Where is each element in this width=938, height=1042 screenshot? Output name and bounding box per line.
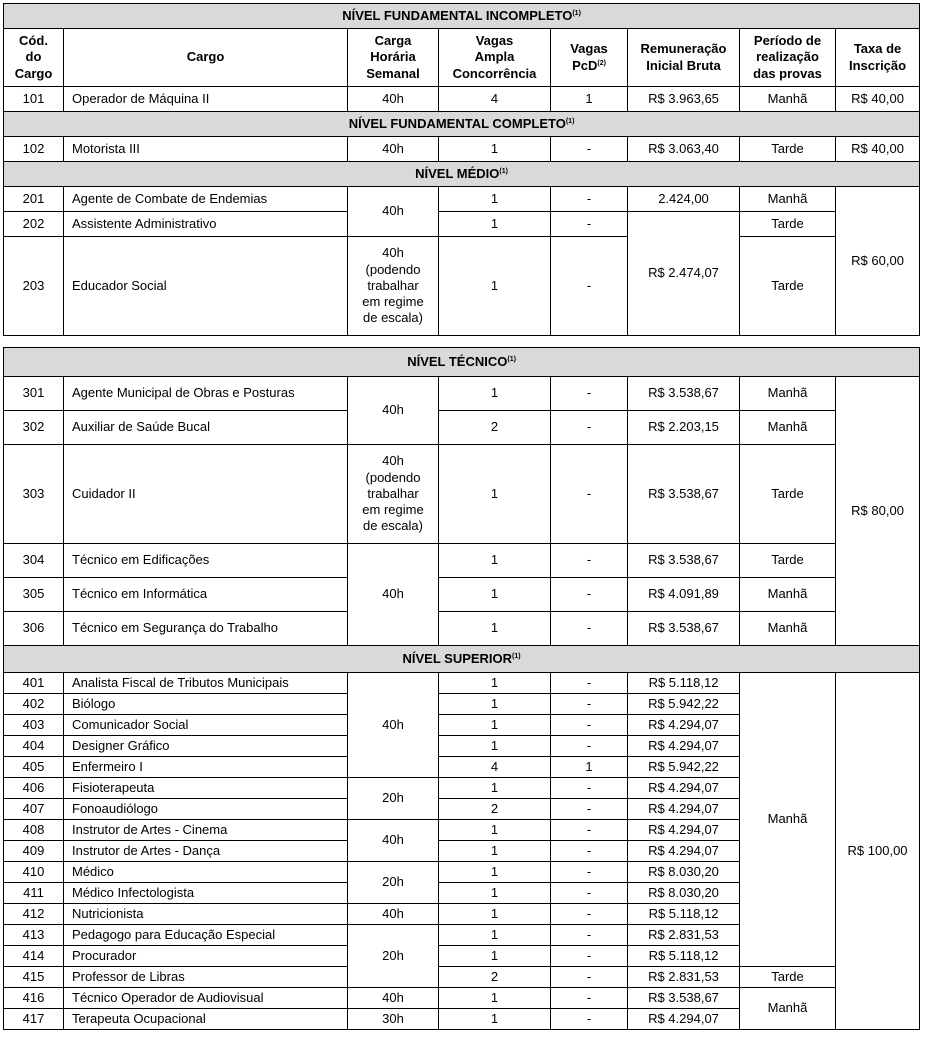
table-cell: Tarde <box>740 137 836 162</box>
table-cell: Comunicador Social <box>64 715 348 736</box>
table-cell: 414 <box>4 946 64 967</box>
table-cell: R$ 3.963,65 <box>628 87 740 112</box>
table-cell: 40h <box>348 544 439 646</box>
column-header-row <box>4 29 920 87</box>
table-cell: - <box>551 946 628 967</box>
table-cell: 306 <box>4 612 64 646</box>
table-cell: 402 <box>4 694 64 715</box>
table-cell: 1 <box>439 778 551 799</box>
table-cell: - <box>551 377 628 411</box>
header-taxa <box>836 29 920 87</box>
table-cell: - <box>551 187 628 212</box>
table-row <box>4 578 920 612</box>
table-cell <box>4 4 920 29</box>
table-cell: 40h <box>348 187 439 237</box>
table-cell: Enfermeiro I <box>64 757 348 778</box>
table-cell: Manhã <box>740 612 836 646</box>
table-cell: 417 <box>4 1009 64 1030</box>
section-header-fund-completo <box>4 112 920 137</box>
table-cell: 1 <box>439 736 551 757</box>
table-cell: Pedagogo para Educação Especial <box>64 925 348 946</box>
cell-text: Remuneração <box>640 41 727 57</box>
table-cell: Tarde <box>740 212 836 237</box>
cell-text: Vagas <box>475 33 514 49</box>
table-cell: 20h <box>348 925 439 988</box>
table-cell: 302 <box>4 411 64 445</box>
table-cell: 1 <box>439 820 551 841</box>
table-cell: - <box>551 673 628 694</box>
table-cell: Agente de Combate de Endemias <box>64 187 348 212</box>
table-cell: 1 <box>439 694 551 715</box>
table-cell: R$ 3.538,67 <box>628 988 740 1009</box>
table-cell: 1 <box>439 377 551 411</box>
table-cell: R$ 8.030,20 <box>628 883 740 904</box>
table-cell: 40h <box>348 137 439 162</box>
table-cell: Tarde <box>740 237 836 336</box>
table-cell: 303 <box>4 445 64 544</box>
table-cell: - <box>551 883 628 904</box>
section-header-fund-incompleto <box>4 4 920 29</box>
table-cell: R$ 5.118,12 <box>628 904 740 925</box>
table-cell <box>4 646 920 673</box>
table-cell: 416 <box>4 988 64 1009</box>
table-cell: 1 <box>439 925 551 946</box>
carga-escala <box>348 237 439 336</box>
cell-text: Inscrição <box>849 57 907 73</box>
table-cell: 40h <box>348 87 439 112</box>
table-cell: R$ 4.294,07 <box>628 1009 740 1030</box>
table-cell: 40h <box>348 673 439 778</box>
table-cell: - <box>551 544 628 578</box>
table-cell: 203 <box>4 237 64 336</box>
footnote-marker: (1) <box>572 9 581 17</box>
table-tecnico-superior <box>3 347 920 1030</box>
table-cell: - <box>551 904 628 925</box>
table-cell: Assistente Administrativo <box>64 212 348 237</box>
table-cell: R$ 40,00 <box>836 87 920 112</box>
table-cell: Manhã <box>740 411 836 445</box>
table-cell: - <box>551 862 628 883</box>
table-cell: - <box>551 411 628 445</box>
table-cell: R$ 8.030,20 <box>628 862 740 883</box>
table-cell: - <box>551 925 628 946</box>
table-row <box>4 137 920 162</box>
section-header-medio <box>4 162 920 187</box>
table-cell: R$ 3.538,67 <box>628 612 740 646</box>
table-cell: Tarde <box>740 445 836 544</box>
table-cell: - <box>551 694 628 715</box>
table-cell: R$ 5.942,22 <box>628 694 740 715</box>
header-periodo <box>740 29 836 87</box>
table-cell: 1 <box>439 883 551 904</box>
cell-text: Inicial Bruta <box>646 57 721 73</box>
table-cell: 1 <box>551 757 628 778</box>
table-cell: R$ 2.831,53 <box>628 967 740 988</box>
table-cell: 1 <box>439 841 551 862</box>
table-cell: - <box>551 988 628 1009</box>
table-cell: 305 <box>4 578 64 612</box>
table-cell: 1 <box>439 212 551 237</box>
table-cell: R$ 4.294,07 <box>628 778 740 799</box>
cell-text: Cargo <box>14 65 53 81</box>
table-cell: 1 <box>439 673 551 694</box>
table-cell: 202 <box>4 212 64 237</box>
footnote-marker: (2) <box>597 59 606 67</box>
header-carga <box>348 29 439 87</box>
table-cell: Motorista III <box>64 137 348 162</box>
table-cell: 409 <box>4 841 64 862</box>
table-cell: Manhã <box>740 377 836 411</box>
cell-text: 40h <box>382 245 404 261</box>
table-cell: Operador de Máquina II <box>64 87 348 112</box>
table-cell: - <box>551 841 628 862</box>
table-cell: 407 <box>4 799 64 820</box>
table-row <box>4 87 920 112</box>
table-cell: 1 <box>439 578 551 612</box>
table-cell: Médico Infectologista <box>64 883 348 904</box>
table-cell: R$ 4.091,89 <box>628 578 740 612</box>
table-cell: R$ 3.063,40 <box>628 137 740 162</box>
table-cell: 411 <box>4 883 64 904</box>
table-cell: Instrutor de Artes - Cinema <box>64 820 348 841</box>
table-cell: Designer Gráfico <box>64 736 348 757</box>
table-cell: Manhã <box>740 87 836 112</box>
table-row <box>4 237 920 336</box>
table-cell: 2 <box>439 967 551 988</box>
cell-text: (podendo <box>365 261 421 277</box>
cell-text: trabalhar <box>367 485 419 501</box>
table-cell: 1 <box>439 445 551 544</box>
table-cell <box>4 348 920 377</box>
table-cell: 404 <box>4 736 64 757</box>
table-cell: 40h <box>348 820 439 862</box>
table-cell: 1 <box>439 715 551 736</box>
table-cell: - <box>551 445 628 544</box>
table-cell: Tarde <box>740 544 836 578</box>
table-cell: - <box>551 736 628 757</box>
table-cell: 1 <box>439 1009 551 1030</box>
section-header-superior <box>4 646 920 673</box>
table-cell: Manhã <box>740 578 836 612</box>
table-cell: 403 <box>4 715 64 736</box>
footnote-marker: (1) <box>565 117 575 125</box>
cell-text: em regime <box>362 294 424 310</box>
table-cell: Técnico em Edificações <box>64 544 348 578</box>
table-cell: R$ 3.538,67 <box>628 544 740 578</box>
footnote-marker: (1) <box>512 652 521 660</box>
table-cell: R$ 5.118,12 <box>628 673 740 694</box>
table-cell: 1 <box>439 988 551 1009</box>
table-cell: 304 <box>4 544 64 578</box>
table-cell: 101 <box>4 87 64 112</box>
table-row <box>4 187 920 212</box>
table-cell: R$ 3.538,67 <box>628 445 740 544</box>
table-cell: R$ 100,00 <box>836 673 920 1030</box>
table-cell: Terapeuta Ocupacional <box>64 1009 348 1030</box>
cell-text: trabalhar <box>367 277 419 293</box>
section-header-tecnico <box>4 348 920 377</box>
table-cell: R$ 5.942,22 <box>628 757 740 778</box>
table-cell: 413 <box>4 925 64 946</box>
table-cell: 20h <box>348 862 439 904</box>
table-cell: 2 <box>439 799 551 820</box>
table-cell: R$ 4.294,07 <box>628 820 740 841</box>
cell-text: Cód. <box>19 33 48 49</box>
table-cell: R$ 60,00 <box>836 187 920 336</box>
table-row <box>4 612 920 646</box>
table-cell: R$ 3.538,67 <box>628 377 740 411</box>
table-cell: 2.424,00 <box>628 187 740 212</box>
footnote-marker: (1) <box>507 355 516 363</box>
table-cell: Nutricionista <box>64 904 348 925</box>
table-row <box>4 544 920 578</box>
table-cell: Fonoaudiólogo <box>64 799 348 820</box>
table-cell: 4 <box>439 757 551 778</box>
table-cell: 405 <box>4 757 64 778</box>
table-cell: 401 <box>4 673 64 694</box>
table-row <box>4 673 920 694</box>
table-cell: - <box>551 578 628 612</box>
table-cell: Auxiliar de Saúde Bucal <box>64 411 348 445</box>
table-cell: R$ 80,00 <box>836 377 920 646</box>
table-cell: 40h <box>348 904 439 925</box>
table-cell: - <box>551 799 628 820</box>
table-cell: 201 <box>4 187 64 212</box>
table-cell: 1 <box>439 612 551 646</box>
table-cell: - <box>551 967 628 988</box>
cell-text: Horária <box>370 49 416 65</box>
table-cell: - <box>551 715 628 736</box>
table-cell: 1 <box>439 862 551 883</box>
table-cell: 410 <box>4 862 64 883</box>
table-row <box>4 411 920 445</box>
table-cell: Médico <box>64 862 348 883</box>
table-row <box>4 377 920 411</box>
section-title: NÍVEL TÉCNICO <box>407 353 508 369</box>
cell-text: realização <box>756 49 819 65</box>
table-cell: R$ 5.118,12 <box>628 946 740 967</box>
table-cell: 408 <box>4 820 64 841</box>
table-cell: Professor de Libras <box>64 967 348 988</box>
section-title: NÍVEL FUNDAMENTAL INCOMPLETO <box>342 7 573 23</box>
table-cell <box>4 112 920 137</box>
table-cell: - <box>551 778 628 799</box>
table-cell: Fisioterapeuta <box>64 778 348 799</box>
table-cell: 1 <box>439 904 551 925</box>
table-cell: Técnico Operador de Audiovisual <box>64 988 348 1009</box>
table-cell: R$ 4.294,07 <box>628 736 740 757</box>
table-cell: 30h <box>348 1009 439 1030</box>
table-cell: 412 <box>4 904 64 925</box>
header-vagas-ampla <box>439 29 551 87</box>
table-cell: R$ 4.294,07 <box>628 841 740 862</box>
table-cell: 40h <box>348 988 439 1009</box>
header-remuneracao <box>628 29 740 87</box>
table-cell: 20h <box>348 778 439 820</box>
table-cell: Tarde <box>740 967 836 988</box>
table-cell: Biólogo <box>64 694 348 715</box>
table-cell: 4 <box>439 87 551 112</box>
table-cell: 1 <box>439 544 551 578</box>
table-cell: Procurador <box>64 946 348 967</box>
table-cell: Analista Fiscal de Tributos Municipais <box>64 673 348 694</box>
table-row <box>4 967 920 988</box>
table-fundamental-medio <box>3 3 920 336</box>
table-cell: Manhã <box>740 988 836 1030</box>
table-cell: R$ 2.203,15 <box>628 411 740 445</box>
table-cell: 1 <box>439 237 551 336</box>
footnote-marker: (1) <box>499 167 508 175</box>
table-cell: 1 <box>439 137 551 162</box>
table-cell: R$ 40,00 <box>836 137 920 162</box>
cell-text: de escala) <box>363 518 423 534</box>
cell-text: Vagas <box>570 41 608 57</box>
table-cell: 406 <box>4 778 64 799</box>
table-cell: 1 <box>439 187 551 212</box>
header-vagas-pcd <box>551 29 628 87</box>
table-cell: Cuidador II <box>64 445 348 544</box>
table-cell: - <box>551 137 628 162</box>
table-cell: 1 <box>551 87 628 112</box>
cell-text: 40h <box>382 453 404 469</box>
cell-text: do <box>25 49 42 65</box>
cell-text: de escala) <box>363 310 423 326</box>
cell-text: Período de <box>753 33 822 49</box>
section-title: NÍVEL FUNDAMENTAL COMPLETO <box>348 115 566 131</box>
table-cell: R$ 4.294,07 <box>628 799 740 820</box>
table-cell: - <box>551 820 628 841</box>
table-cell: 2 <box>439 411 551 445</box>
table-cell: R$ 2.831,53 <box>628 925 740 946</box>
table-cell: - <box>551 612 628 646</box>
section-title: NÍVEL MÉDIO <box>415 165 500 181</box>
table-cell: Técnico em Segurança do Trabalho <box>64 612 348 646</box>
table-row <box>4 988 920 1009</box>
carga-escala <box>348 445 439 544</box>
table-cell: 102 <box>4 137 64 162</box>
table-cell: 1 <box>439 946 551 967</box>
header-cod <box>4 29 64 87</box>
cell-text: Concorrência <box>452 65 537 81</box>
table-cell: 40h <box>348 377 439 445</box>
table-cell: R$ 2.474,07 <box>628 212 740 336</box>
table-cell: 415 <box>4 967 64 988</box>
header-cargo: Cargo <box>64 29 348 87</box>
cell-text: Carga <box>374 33 412 49</box>
table-cell: Agente Municipal de Obras e Posturas <box>64 377 348 411</box>
table-row <box>4 212 920 237</box>
cell-text: das provas <box>753 65 822 81</box>
table-row <box>4 445 920 544</box>
cell-text: (podendo <box>365 469 421 485</box>
section-title: NÍVEL SUPERIOR <box>402 650 513 666</box>
table-cell: Manhã <box>740 673 836 967</box>
table-cell <box>4 162 920 187</box>
table-cell: - <box>551 212 628 237</box>
cell-text: em regime <box>362 502 424 518</box>
table-cell: 301 <box>4 377 64 411</box>
table-cell: - <box>551 237 628 336</box>
cell-text: Ampla <box>474 49 515 65</box>
table-cell: Educador Social <box>64 237 348 336</box>
table-cell: Instrutor de Artes - Dança <box>64 841 348 862</box>
cell-text: PcD <box>572 57 598 73</box>
cell-text: Semanal <box>366 65 420 81</box>
table-cell: Técnico em Informática <box>64 578 348 612</box>
table-cell: - <box>551 1009 628 1030</box>
cell-text: Taxa de <box>853 41 902 57</box>
table-cell: R$ 4.294,07 <box>628 715 740 736</box>
table-cell: Manhã <box>740 187 836 212</box>
